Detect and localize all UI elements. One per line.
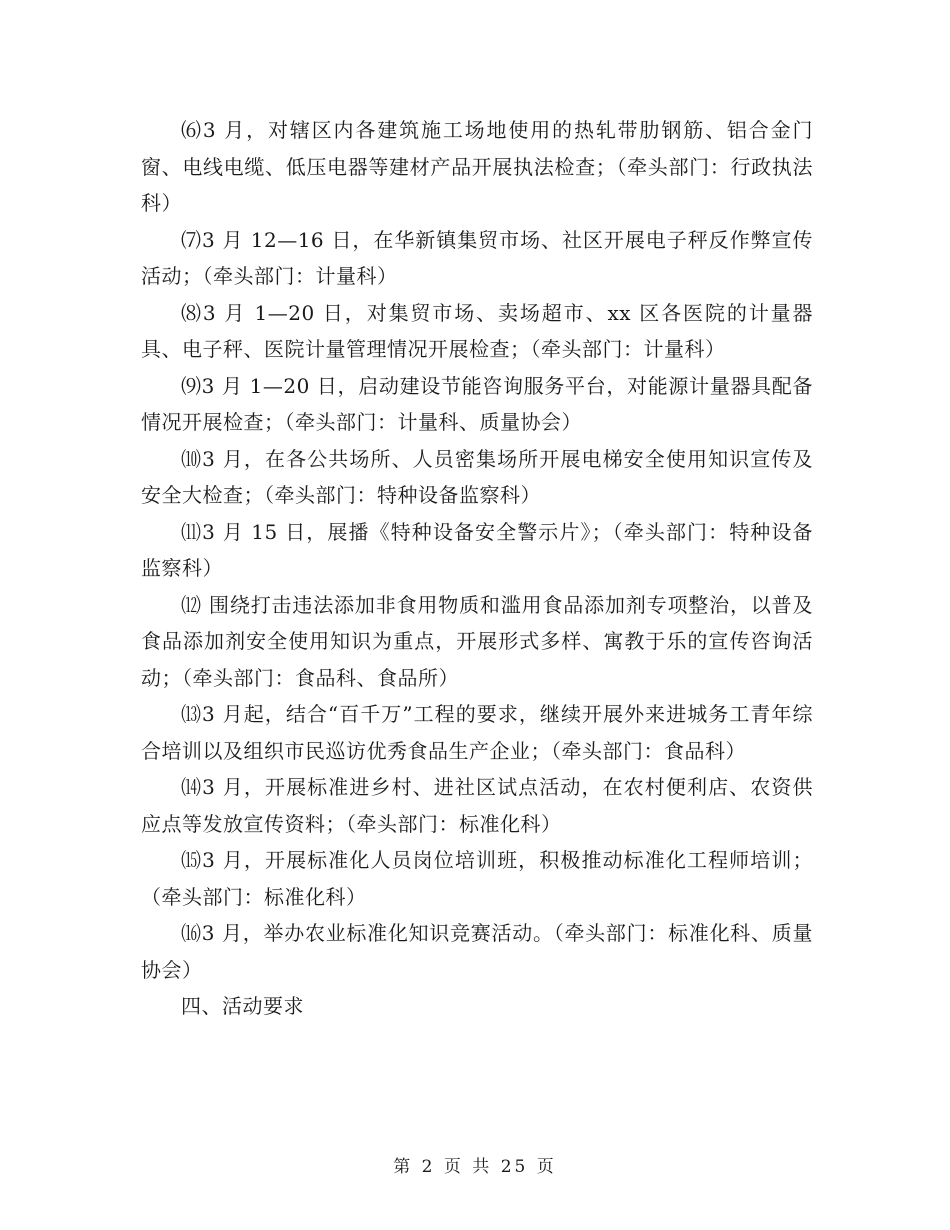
paragraph-item-10: ⑽3 月，在各公共场所、人员密集场所开展电梯安全使用知识宣传及安全大检查；（牵头部门：特种设备监察科） — [141, 446, 813, 507]
paragraph-item-6: ⑹3 月，对辖区内各建筑施工场地使用的热轧带肋钢筋、铝合金门窗、电线电缆、低压电器等建材产品开展执法检查；（牵头部门：行政执法科） — [141, 118, 813, 215]
page-number-footer: 第 2 页 共 25 页 — [393, 1157, 557, 1177]
paragraph-item-9: ⑼3 月 1—20 日，启动建设节能咨询服务平台，对能源计量器具配备情况开展检查；（牵头部门：计量科、质量协会） — [141, 373, 813, 434]
section-heading: 四、活动要求 — [181, 994, 304, 1018]
paragraph-item-14: ⒁3 月，开展标准进乡村、进社区试点活动，在农村便利店、农资供应点等发放宣传资料；（牵头部门：标准化科） — [141, 775, 813, 836]
paragraph-item-15: ⒂3 月，开展标准化人员岗位培训班，积极推动标准化工程师培训；（牵头部门：标准化科） — [141, 848, 813, 909]
paragraph-item-11: ⑾3 月 15 日，展播《特种设备安全警示片》；（牵头部门：特种设备监察科） — [141, 519, 813, 580]
paragraph-item-8: ⑻3 月 1—20 日，对集贸市场、卖场超市、xx 区各医院的计量器具、电子秤、医院计量管理情况开展检查；（牵头部门：计量科） — [141, 300, 813, 361]
paragraph-item-12: ⑿ 围绕打击违法添加非食用物质和滥用食品添加剂专项整治，以普及食品添加剂安全使用知识为重点，开展形式多样、寓教于乐的宣传咨询活动；（牵头部门：食品科、食品所） — [141, 592, 813, 690]
document-body — [141, 112, 813, 1025]
paragraph-item-7: ⑺3 月 12—16 日，在华新镇集贸市场、社区开展电子秤反作弊宣传活动；（牵头部门：计量科） — [141, 227, 813, 288]
paragraph-item-13: ⒀3 月起，结合“百千万”工程的要求，继续开展外来进城务工青年综合培训以及组织市民巡访优秀食品生产企业；（牵头部门：食品科） — [141, 702, 813, 763]
paragraph-item-16: ⒃3 月，举办农业标准化知识竞赛活动。（牵头部门：标准化科、质量协会） — [141, 921, 813, 982]
